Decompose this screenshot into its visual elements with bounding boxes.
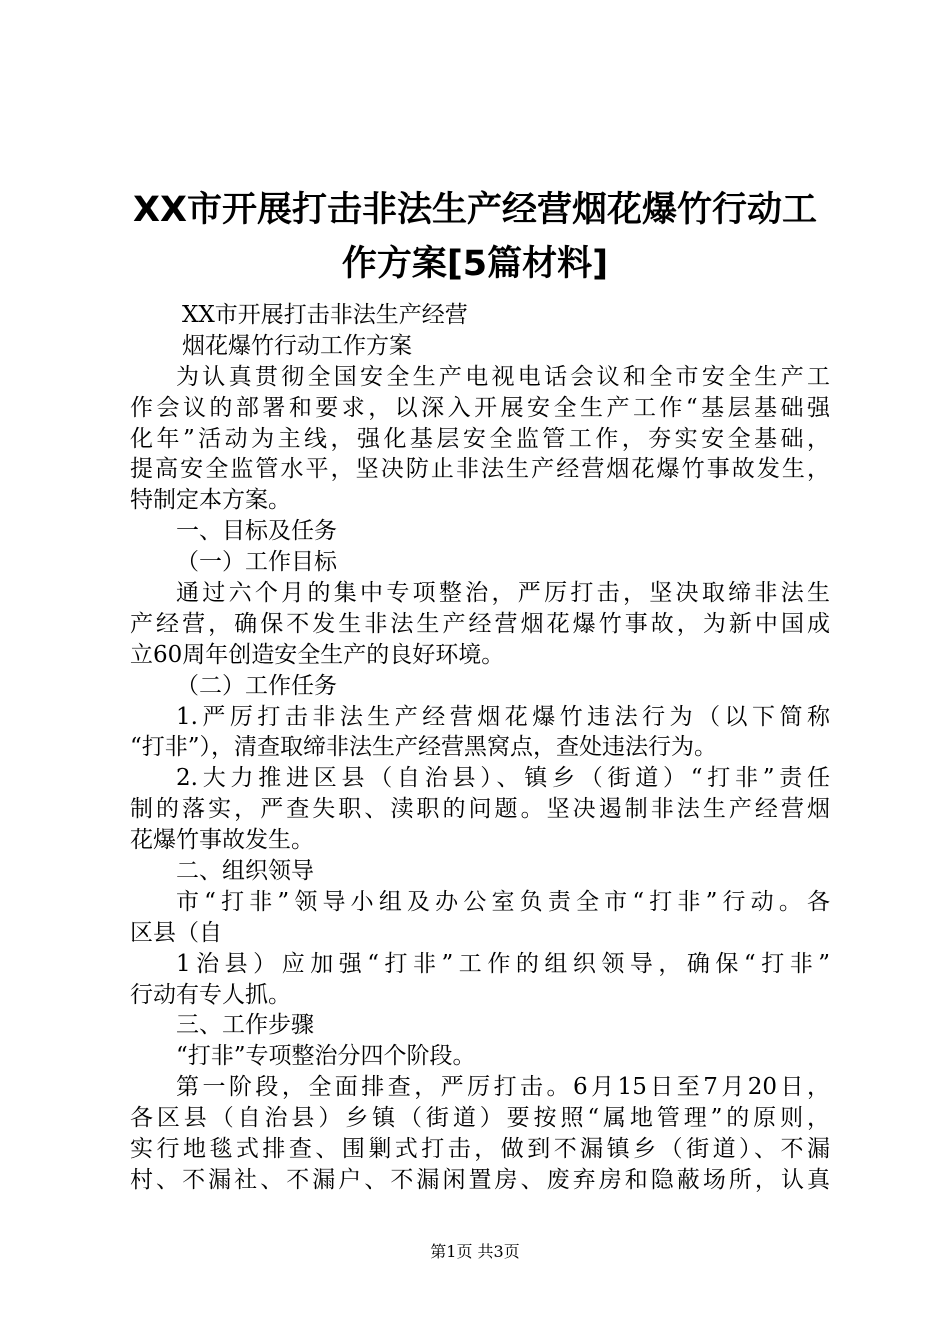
paragraph-line: 作会议的部署和要求，以深入开展安全生产工作“基层基础强 xyxy=(130,394,830,421)
paragraph-line: 制的落实，严查失职、渎职的问题。坚决遏制非法生产经营烟 xyxy=(130,796,830,823)
document-body xyxy=(130,300,830,1196)
paragraph-line: 行动有专人抓。 xyxy=(130,981,291,1008)
paragraph-line: 通过六个月的集中专项整治，严厉打击，坚决取缔非法生 xyxy=(176,580,830,607)
paragraph-line: 特制定本方案。 xyxy=(130,487,291,514)
paragraph-line: 立60周年创造安全生产的良好环境。 xyxy=(130,641,505,668)
paragraph-line: 区县（自 xyxy=(130,919,222,946)
subsection-heading: （一）工作目标 xyxy=(176,549,337,576)
paragraph-line: 化年”活动为主线，强化基层安全监管工作，夯实安全基础， xyxy=(130,425,830,452)
section-heading: 二、组织领导 xyxy=(176,858,314,885)
page-number: 第1页 共3页 xyxy=(430,1242,520,1261)
paragraph-line: 第一阶段，全面排查，严厉打击。6月15日至7月20日， xyxy=(176,1074,830,1101)
paragraph-line: 实行地毯式排查、围剿式打击，做到不漏镇乡（街道）、不漏 xyxy=(130,1136,830,1163)
paragraph-line: 1.严厉打击非法生产经营烟花爆竹违法行为（以下简称 xyxy=(176,703,830,730)
paragraph-line: 产经营，确保不发生非法生产经营烟花爆竹事故，为新中国成 xyxy=(130,610,830,637)
subsection-heading: （二）工作任务 xyxy=(176,672,337,699)
paragraph-line: “打非”），清查取缔非法生产经营黑窝点，查处违法行为。 xyxy=(130,734,718,761)
subtitle-line-1: XX市开展打击非法生产经营 xyxy=(182,302,468,328)
paragraph-line: 提高安全监管水平，坚决防止非法生产经营烟花爆竹事故发生， xyxy=(130,456,830,483)
paragraph-line: 2.大力推进区县（自治县）、镇乡（街道）“打非”责任 xyxy=(176,765,830,792)
paragraph-line: “打非”专项整治分四个阶段。 xyxy=(176,1043,476,1070)
paragraph-line: 1治县）应加强“打非”工作的组织领导，确保“打非” xyxy=(176,950,830,977)
paragraph-line: 各区县（自治县）乡镇（街道）要按照“属地管理”的原则， xyxy=(130,1105,830,1132)
subtitle-line-2: 烟花爆竹行动工作方案 xyxy=(182,332,412,359)
document-title-line-2: 作方案[5篇材料] xyxy=(341,244,609,284)
paragraph-line: 市“打非”领导小组及办公室负责全市“打非”行动。各 xyxy=(176,888,830,915)
document-title-line-1: XX市开展打击非法生产经营烟花爆竹行动工 xyxy=(133,190,817,230)
section-heading: 三、工作步骤 xyxy=(176,1012,314,1039)
paragraph-line: 村、不漏社、不漏户、不漏闲置房、废弃房和隐蔽场所，认真 xyxy=(130,1166,830,1193)
paragraph-line: 花爆竹事故发生。 xyxy=(130,827,314,854)
section-heading: 一、目标及任务 xyxy=(176,518,337,545)
paragraph-line: 为认真贯彻全国安全生产电视电话会议和全市安全生产工 xyxy=(176,363,830,390)
